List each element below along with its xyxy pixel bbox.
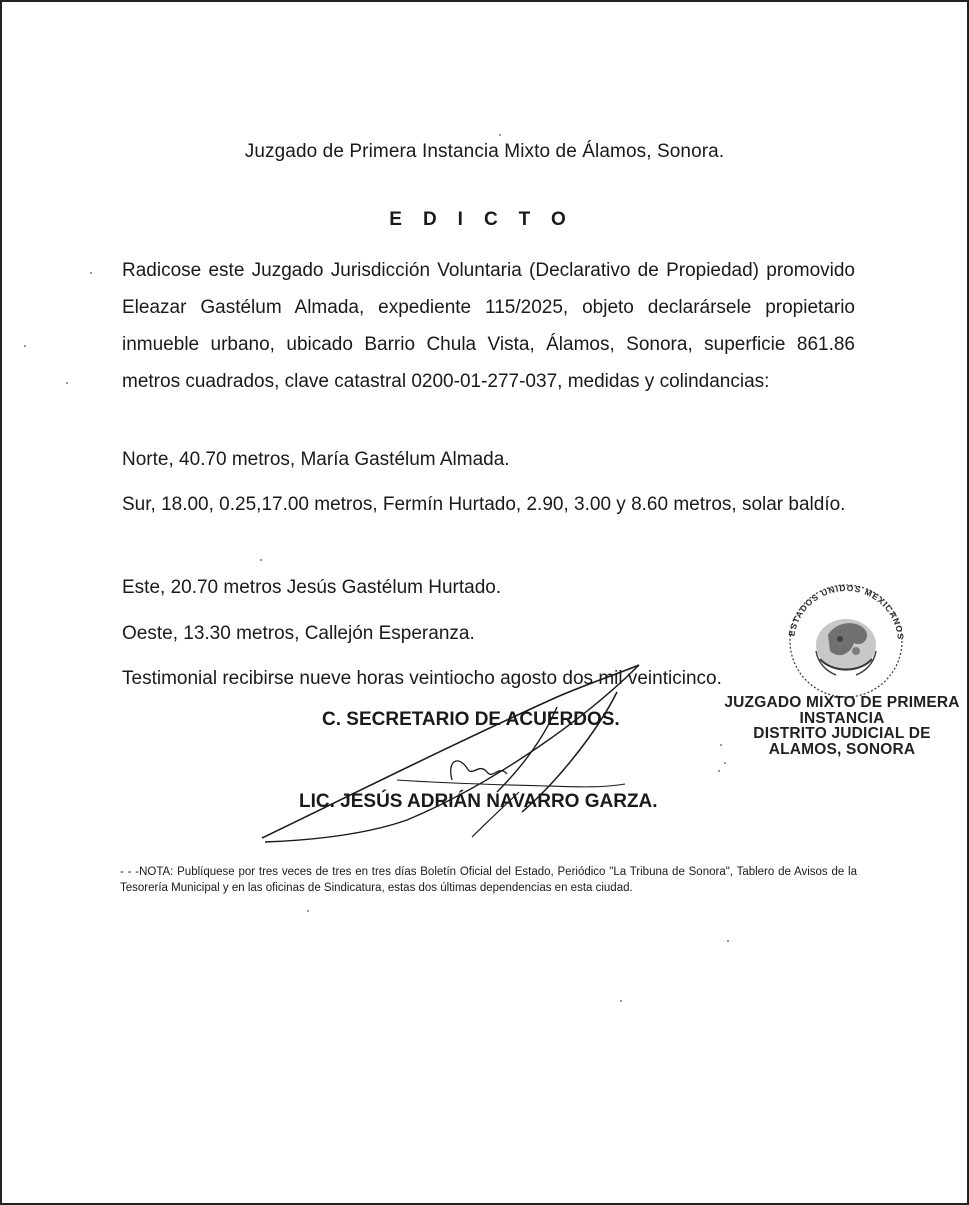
secretary-name: LIC. JESÚS ADRIÁN NAVARRO GARZA. — [299, 791, 658, 812]
coat-of-arms-seal-icon — [780, 577, 912, 699]
stamp-line-4: ALAMOS, SONORA — [768, 740, 916, 758]
stamp-line-1: JUZGADO MIXTO DE PRIMERA — [724, 694, 960, 711]
intro-paragraph: Radicose este Juzgado Jurisdicción Voluntaria (Declarativo de Propiedad) promovido Eleazar Gastélum Almada, expediente 115/2025, objeto declarársele propietario inmueble urbano, ubicado Barrio Chula Vista, Álamos, Sonora, superficie 861.86 metros cuadrados, clave catastral 0200-01-277-037, medidas y colindancias: — [122, 260, 855, 392]
scan-speck — [90, 272, 92, 274]
stamp-text — [718, 695, 966, 757]
scan-speck — [724, 762, 726, 764]
court-stamp — [718, 577, 966, 777]
scan-speck — [66, 382, 68, 384]
scan-speck — [727, 940, 729, 942]
boundary-oeste: Oeste, 13.30 metros, Callejón Esperanza. — [122, 623, 475, 644]
secretary-title: C. SECRETARIO DE ACUERDOS. — [322, 709, 620, 730]
court-name: Juzgado de Primera Instancia Mixto de Álamos, Sonora. — [244, 141, 725, 162]
boundary-este: Este, 20.70 metros Jesús Gastélum Hurtado. — [122, 577, 502, 598]
boundary-norte: Norte, 40.70 metros, María Gastélum Almada. — [122, 449, 510, 470]
scan-speck — [260, 559, 262, 561]
document-title: EDICTO — [389, 209, 587, 230]
seal-inscription: ESTADOS UNIDOS MEXICANOS — [786, 582, 906, 641]
scan-speck — [499, 134, 501, 136]
scan-speck — [620, 1000, 622, 1002]
stamp-line-3: DISTRITO JUDICIAL DE — [753, 725, 931, 742]
publication-note: - - -NOTA: Publíquese por tres veces de tres en tres días Boletín Oficial del Estado, Periódico "La Tribuna de Sonora", Tablero de Avisos de la Tesorería Municipal y en las oficinas de Sindicatura, estas dos últimas dependencias en esta ciudad. — [120, 866, 857, 894]
testimonial-paragraph: Testimonial recibirse nueve horas veintiocho agosto dos mil veinticinco. — [122, 668, 722, 689]
scan-speck — [718, 770, 720, 772]
scan-speck — [720, 744, 722, 746]
boundary-sur: Sur, 18.00, 0.25,17.00 metros, Fermín Hurtado, 2.90, 3.00 y 8.60 metros, solar baldío. — [122, 494, 846, 515]
scan-speck — [307, 910, 309, 912]
stamp-line-2: INSTANCIA — [799, 709, 885, 727]
scan-speck — [24, 345, 26, 347]
